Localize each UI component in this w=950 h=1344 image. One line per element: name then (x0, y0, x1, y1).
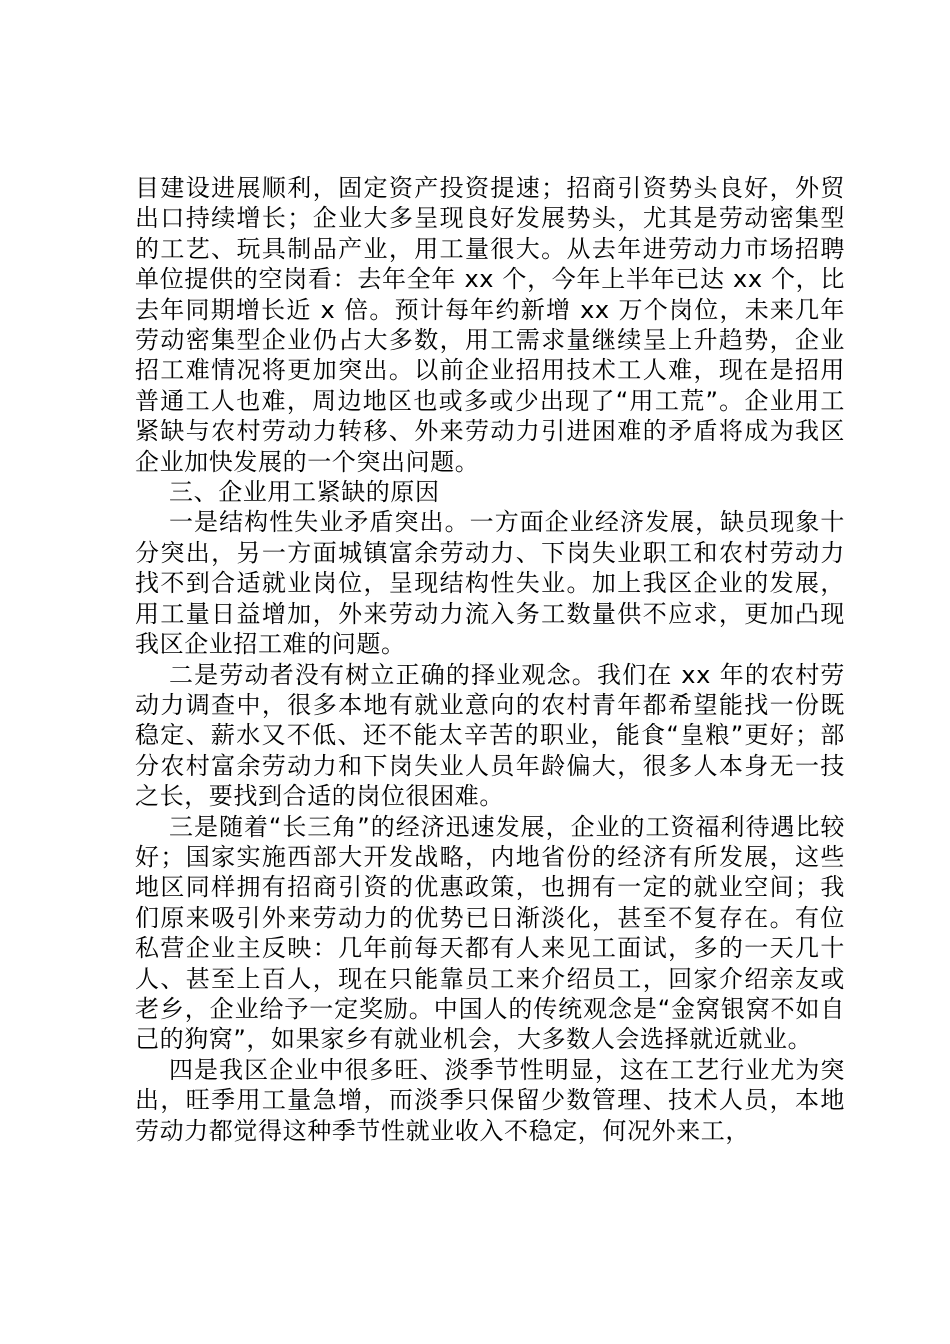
section-heading: 三、企业用工紧缺的原因 (169, 478, 440, 507)
paragraph-reason-4: 四是我区企业中很多旺、淡季节性明显，这在工艺行业尤为突出，旺季用工量急增，而淡季只保留少数管理、技术人员，本地劳动力都觉得这种季节性就业收入不稳定，何况外来工， (135, 1055, 845, 1145)
paragraph-reason-2: 二是劳动者没有树立正确的择业观念。我们在 xx 年的农村劳动力调查中，很多本地有就业意向的农村青年都希望能找一份既稳定、薪水又不低、还不能太辛苦的职业，能食“皇粮”更好；部分农村富余劳动力和下岗失业人员年龄偏大，很多人本身无一技之长，要找到合适的岗位很困难。 (135, 660, 845, 811)
paragraph-continuation: 目建设进展顺利，固定资产投资提速；招商引资势头良好，外贸出口持续增长；企业大多呈现良好发展势头，尤其是劳动密集型的工艺、玩具制品产业，用工量很大。从去年进劳动力市场招聘单位提供的空岗看：去年全年 xx 个，今年上半年已达 xx 个，比去年同期增长近 x 倍。预计每年约新增 xx 万个岗位，未来几年劳动密集型企业仍占大多数，用工需求量继续呈上升趋势，企业招工难情况将更加突出。以前企业招用技术工人难，现在是招用普通工人也难，周边地区也或多或少出现了“用工荒”。企业用工紧缺与农村劳动力转移、外来劳动力引进困难的矛盾将成为我区企业加快发展的一个突出问题。 (135, 174, 845, 476)
paragraph-reason-1: 一是结构性失业矛盾突出。一方面企业经济发展，缺员现象十分突出，另一方面城镇富余劳动力、下岗失业职工和农村劳动力找不到合适就业岗位，呈现结构性失业。加上我区企业的发展，用工量日益增加，外来劳动力流入务工数量供不应求，更加凸现我区企业招工难的问题。 (135, 508, 845, 659)
paragraph-reason-3: 三是随着“长三角”的经济迅速发展，企业的工资福利待遇比较好；国家实施西部大开发战略，内地省份的经济有所发展，这些地区同样拥有招商引资的优惠政策，也拥有一定的就业空间；我们原来吸引外来劳动力的优势已日渐淡化，甚至不复存在。有位私营企业主反映：几年前每天都有人来见工面试，多的一天几十人、甚至上百人，现在只能靠员工来介绍员工，回家介绍亲友或老乡，企业给予一定奖励。中国人的传统观念是“金窝银窝不如自己的狗窝”，如果家乡有就业机会，大多数人会选择就近就业。 (135, 812, 845, 1054)
document-body (135, 173, 845, 1146)
